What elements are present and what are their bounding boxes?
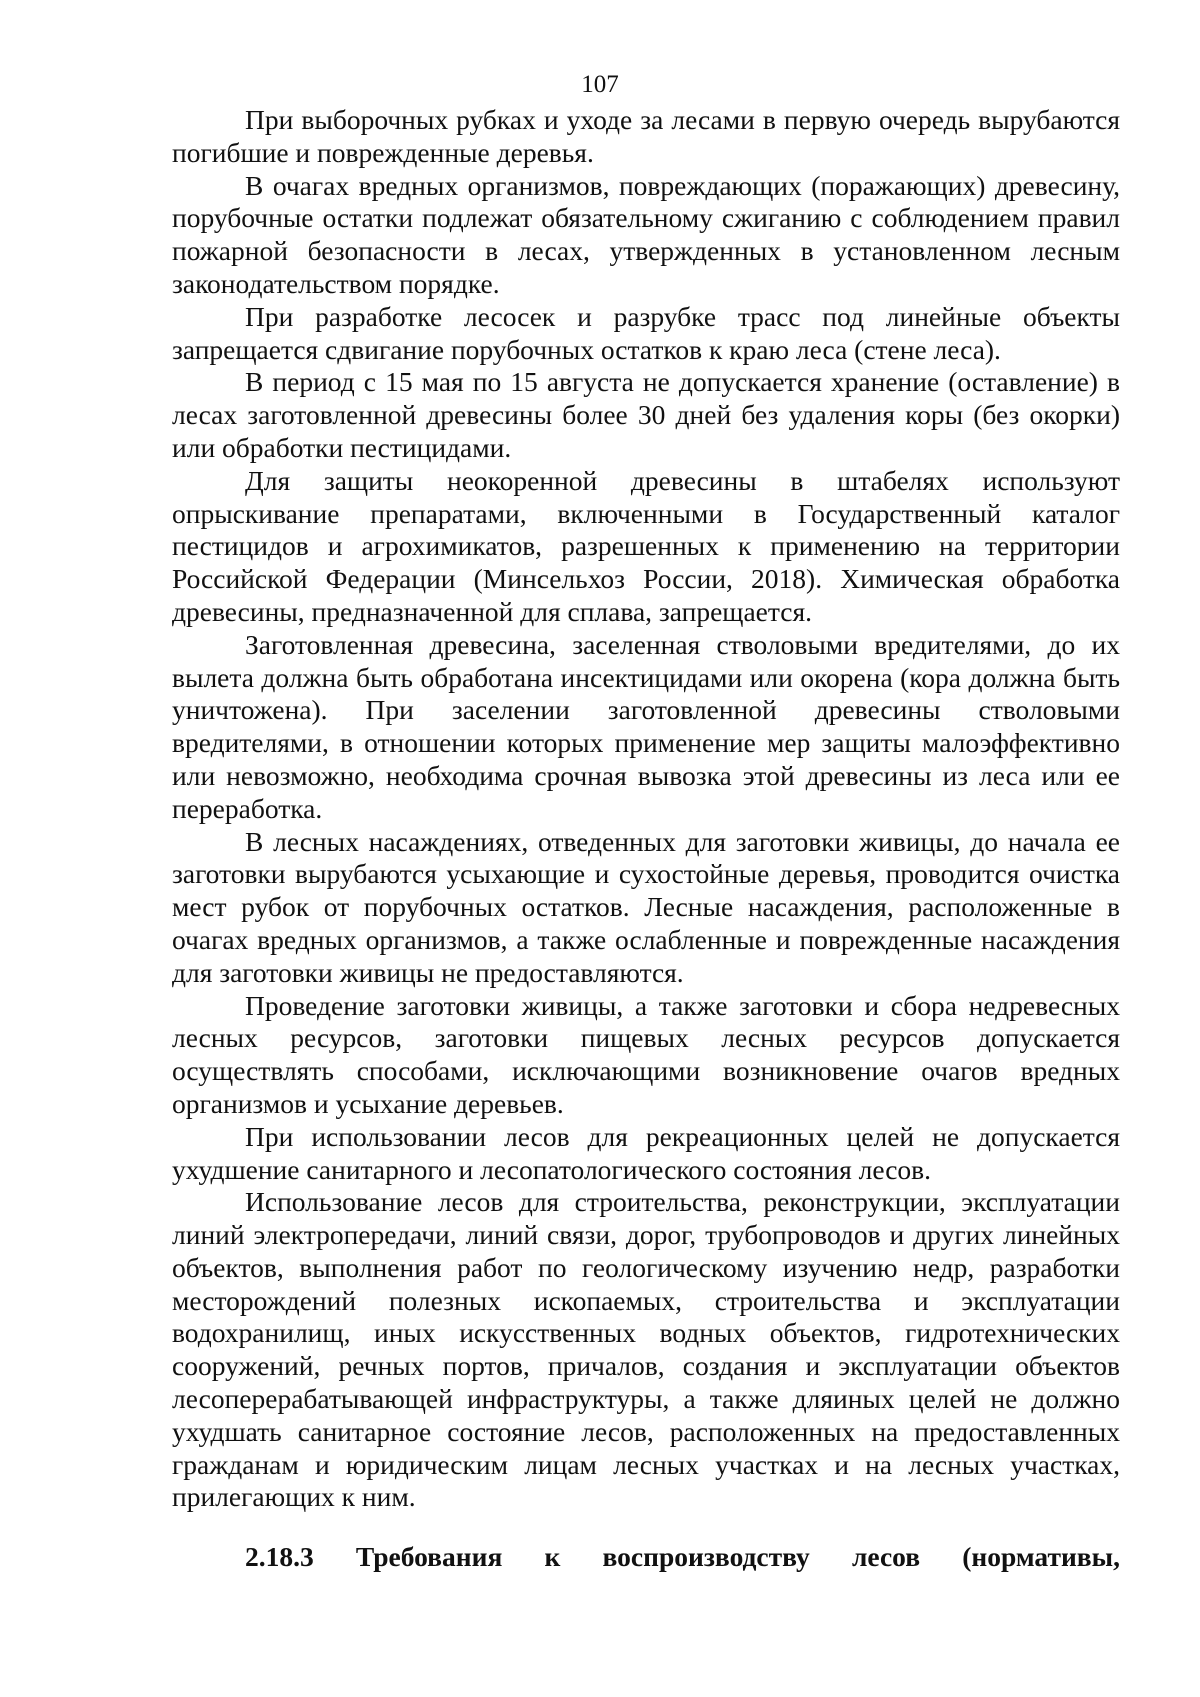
paragraph: В очагах вредных организмов, повреждающих (поражающих) древесину, порубочные остатки подлежат обязательному сжиганию с соблюдением правил пожарной безопасности в лесах, утвержденных в установленном лесным законодательством порядке. bbox=[172, 169, 1120, 299]
paragraph: Для защиты неокоренной древесины в штабелях используют опрыскивание препаратами, включенными в Государственный каталог пестицидов и агрохимикатов, разрешенных к применению на территории Российской Федерации (Минсельхоз России, 2018). Химическая обработка древесины, предназначенной для сплава, запрещается. bbox=[172, 464, 1120, 627]
section-heading: 2.18.3 Требования к воспроизводству лесов (нормативы, bbox=[245, 1541, 1120, 1572]
paragraph: В период с 15 мая по 15 августа не допускается хранение (оставление) в лесах заготовленной древесины более 30 дней без удаления коры (без окорки) или обработки пестицидами. bbox=[172, 366, 1120, 463]
paragraph: При выборочных рубках и уходе за лесами в первую очередь вырубаются погибшие и поврежденные деревья. bbox=[172, 104, 1120, 168]
paragraph: При разработке лесосек и разрубке трасс под линейные объекты запрещается сдвигание порубочных остатков к краю леса (стене леса). bbox=[172, 300, 1120, 365]
paragraph: Проведение заготовки живицы, а также заготовки и сбора недревесных лесных ресурсов, заготовки пищевых лесных ресурсов допускается осуществлять способами, исключающими возникновение очагов вредных организмов и усыхание деревьев. bbox=[172, 989, 1120, 1119]
paragraph: В лесных насаждениях, отведенных для заготовки живицы, до начала ее заготовки вырубаются усыхающие и сухостойные деревья, проводится очистка мест рубок от порубочных остатков. Лесные насаждения, расположенные в очагах вредных организмов, а также ослабленные и поврежденные насаждения для заготовки живицы не предоставляются. bbox=[172, 825, 1120, 988]
paragraph: При использовании лесов для рекреационных целей не допускается ухудшение санитарного и лесопатологического состояния лесов. bbox=[172, 1120, 1120, 1185]
body-text bbox=[172, 104, 1120, 1514]
page-number: 107 bbox=[581, 71, 619, 98]
paragraph: Использование лесов для строительства, реконструкции, эксплуатации линий электропередачи, линий связи, дорог, трубопроводов и других линейных объектов, выполнения работ по геологическому изучению недр, разработки месторождений полезных ископаемых, строительства и эксплуатации водохранилищ, иных искусственных водных объектов, гидротехнических сооружений, речных портов, причалов, создания и эксплуатации объектов лесоперерабатывающей инфраструктуры, а также дляиных целей не должно ухудшать санитарное состояние лесов, расположенных на предоставленных гражданам и юридическим лицам лесных участках и на лесных участках, прилегающих к ним. bbox=[172, 1186, 1120, 1513]
paragraph: Заготовленная древесина, заселенная стволовыми вредителями, до их вылета должна быть обработана инсектицидами или окорена (кора должна быть уничтожена). При заселении заготовленной древесины стволовыми вредителями, в отношении которых применение мер защиты малоэффективно или невозможно, необходима срочная вывозка этой древесины из леса или ее переработка. bbox=[172, 628, 1120, 824]
